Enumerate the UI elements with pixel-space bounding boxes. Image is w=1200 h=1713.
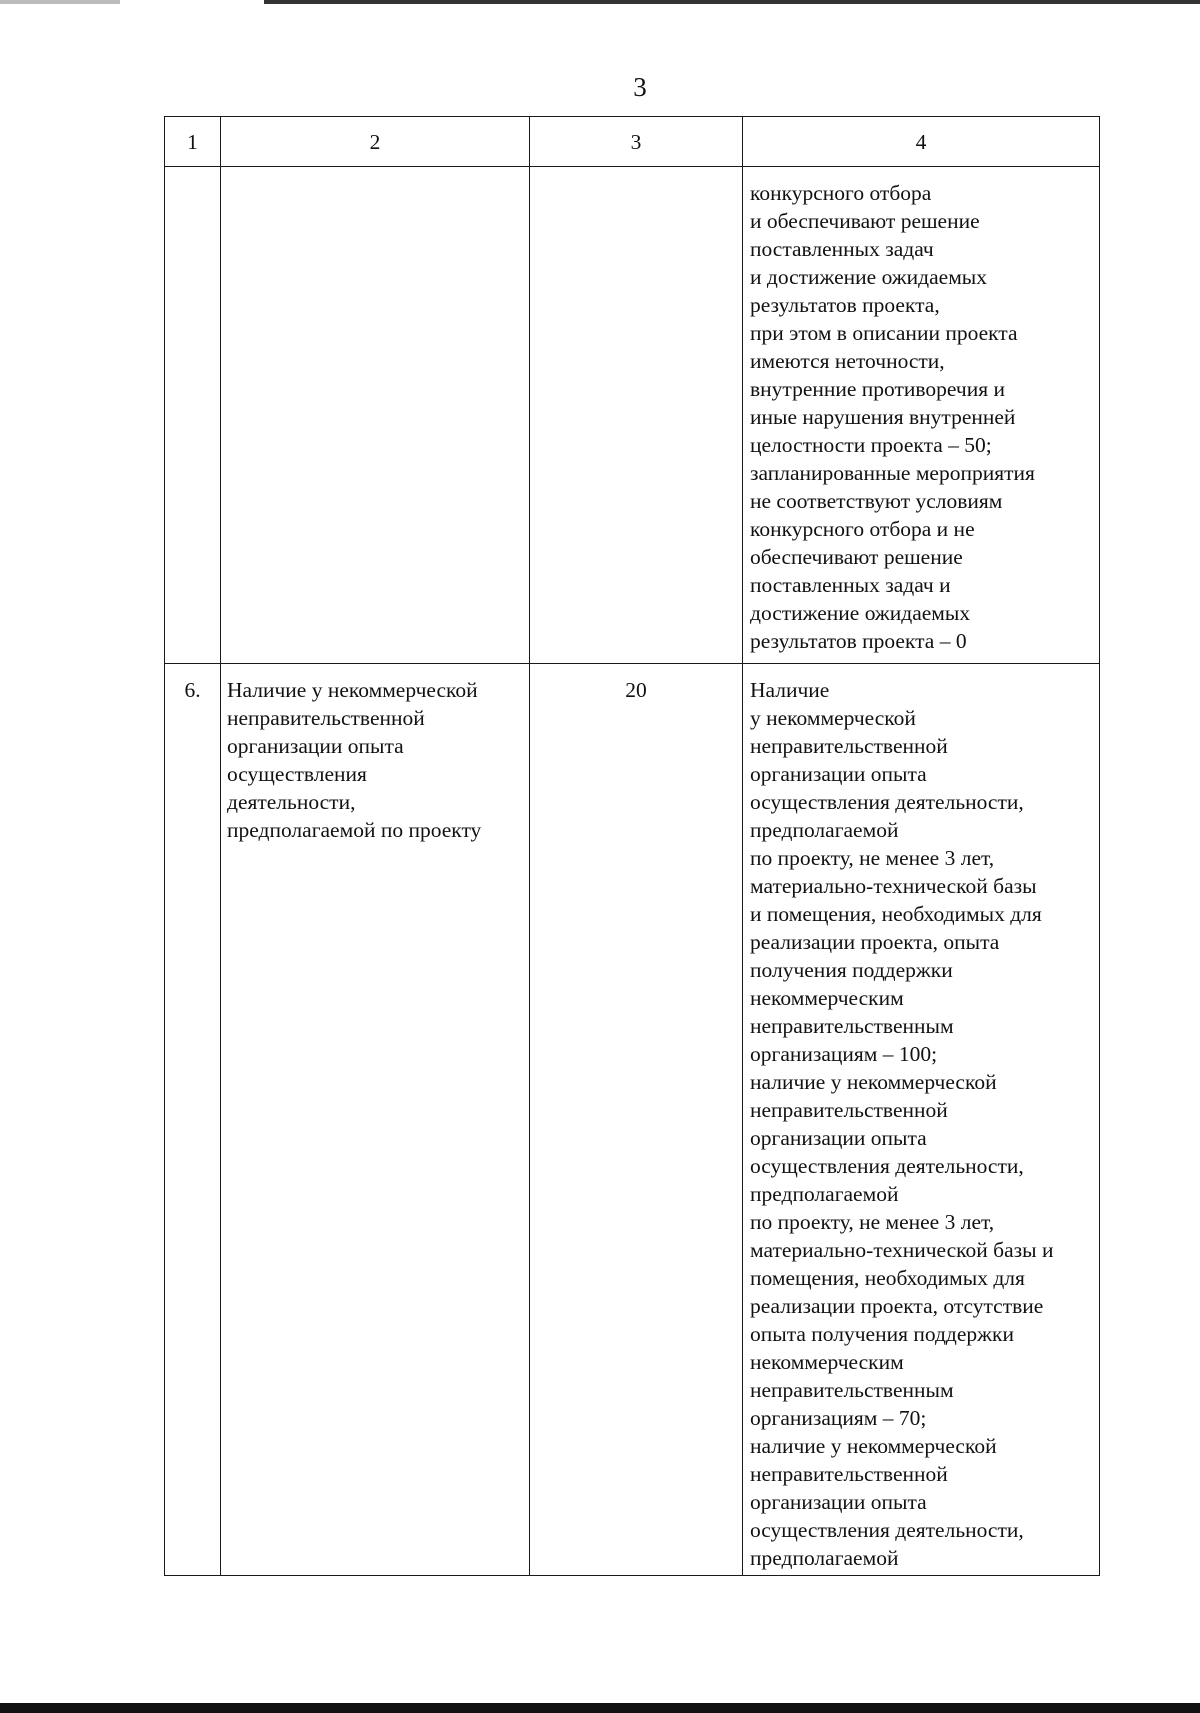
scan-edge-top — [0, 0, 1200, 4]
header-cell-1: 1 — [165, 117, 221, 167]
page-number: 3 — [633, 72, 647, 102]
header-cell-4: 4 — [743, 117, 1100, 167]
row6-score: 20 — [625, 678, 647, 702]
row6-score-cell — [530, 664, 743, 1576]
row6-criterion: Наличие у некоммерческой неправительственной организации опыта осуществления деятельности, предполагаемой по проекту — [227, 678, 482, 842]
row6-description: Наличие у некоммерческой неправительственной организации опыта осуществления деятельности, предполагаемой по проекту, не менее 3 лет, материально-технической базы и помещения, необходимых для реализации проекта, опыта получения поддержки некоммерческим неправительственным организациям – 100; наличие у некоммерческой неправительственной организации опыта осуществления деятельности, предполагаемой по проекту, не менее 3 лет, материально-технической базы и помещения, необходимых для реализации проекта, отсутствие опыта получения поддержки некоммерческим неправительственным организациям – 70; наличие у некоммерческой неправительственной организации опыта осуществления деятельности, предполагаемой — [750, 678, 1054, 1570]
table-row-6 — [165, 664, 1100, 1576]
scan-edge-bottom — [0, 1703, 1200, 1713]
continuation-cell-4 — [743, 167, 1100, 664]
row6-number-cell — [165, 664, 221, 1576]
continuation-cell-2 — [221, 167, 530, 664]
criteria-table — [164, 116, 1100, 1576]
table-row-continuation — [165, 167, 1100, 664]
row6-criterion-cell — [221, 664, 530, 1576]
row6-description-cell — [743, 664, 1100, 1576]
continuation-description: конкурсного отбора и обеспечивают решение поставленных задач и достижение ожидаемых результатов проекта, при этом в описании проекта имеются неточности, внутренние противоречия и иные нарушения внутренней целостности проекта – 50; запланированные мероприятия не соответствуют условиям конкурсного отбора и не обеспечивают решение поставленных задач и достижение ожидаемых результатов проекта – 0 — [750, 181, 1035, 653]
table-header-row — [165, 117, 1100, 167]
continuation-cell-3 — [530, 167, 743, 664]
continuation-cell-1 — [165, 167, 221, 664]
header-cell-2: 2 — [221, 117, 530, 167]
row6-number: 6. — [184, 678, 201, 702]
header-cell-3: 3 — [530, 117, 743, 167]
